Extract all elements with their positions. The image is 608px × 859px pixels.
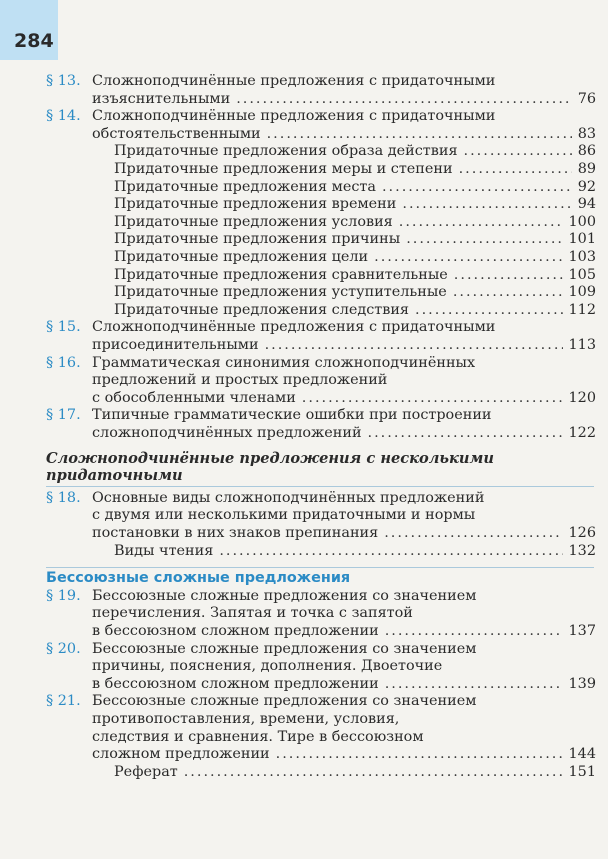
entry-title: Реферат: [114, 763, 178, 780]
section-heading: придаточными: [46, 467, 183, 485]
section-number: § 16.: [46, 354, 81, 371]
entry-title-line: следствия и сравнения. Тире в бессоюзном: [92, 728, 424, 745]
entry-title: постановки в них знаков препинания: [92, 525, 379, 541]
entry-title-line: Сложноподчинённые предложения с придаточными: [92, 108, 496, 125]
leader-dots: [184, 763, 563, 781]
leader-dots: [464, 142, 572, 160]
entry-title-line: Бессоюзные сложные предложения со значением: [92, 693, 477, 710]
section-number: § 14.: [46, 108, 81, 125]
leader-dots: [265, 336, 563, 354]
toc-subentry: [114, 195, 596, 213]
toc-entry-last-line: [92, 675, 596, 693]
toc-entry-last-line: [92, 90, 596, 108]
entry-title: Придаточные предложения уступительные: [114, 284, 447, 301]
toc-entry-last-line: [92, 524, 596, 542]
toc-subentry: [114, 160, 596, 178]
page-ref: 109: [568, 284, 596, 301]
section-number: § 15.: [46, 319, 81, 336]
leader-dots: [302, 389, 563, 407]
section-number: § 13.: [46, 73, 81, 89]
divider: [46, 567, 594, 568]
section-heading: Бессоюзные сложные предложения: [46, 570, 351, 587]
page-ref: 89: [577, 161, 596, 177]
toc-entry-last-line: [92, 745, 596, 763]
toc-subentry: [114, 178, 596, 196]
leader-dots: [368, 424, 563, 442]
page-ref: 105: [568, 266, 596, 283]
entry-title: присоединительными: [92, 337, 259, 353]
entry-title-line: с двумя или несколькими придаточными и нормы: [92, 507, 476, 524]
entry-title-line: предложений и простых предложений: [92, 372, 388, 389]
page-ref: 137: [568, 623, 596, 639]
section-number: § 18.: [46, 489, 81, 506]
entry-title: Придаточные предложения сравнительные: [114, 266, 448, 283]
leader-dots: [267, 125, 572, 143]
page-ref: 132: [568, 542, 596, 559]
toc-entry-last-line: [92, 622, 596, 640]
leader-dots: [236, 90, 571, 108]
entry-title-line: противопоставления, времени, условия,: [92, 711, 400, 727]
entry-title-line: перечисления. Запятая и точка с запятой: [92, 605, 413, 622]
page-ref: 100: [568, 213, 596, 230]
leader-dots: [415, 301, 563, 319]
page-ref: 122: [568, 425, 596, 441]
divider: [46, 486, 594, 487]
entry-title: сложноподчинённых предложений: [92, 425, 362, 441]
toc-subentry: [114, 542, 596, 560]
toc-subentry: [114, 266, 596, 284]
entry-title: Придаточные предложения цели: [114, 249, 369, 265]
page-ref: 76: [577, 90, 596, 107]
section-number: § 19.: [46, 587, 81, 604]
entry-title: сложном предложении: [92, 746, 270, 763]
leader-dots: [459, 160, 572, 178]
entry-title: Виды чтения: [114, 542, 214, 559]
leader-dots: [384, 524, 562, 542]
entry-title: Придаточные предложения места: [114, 178, 376, 195]
entry-title: Придаточные предложения меры и степени: [114, 161, 453, 177]
leader-dots: [385, 675, 563, 693]
leader-dots: [406, 230, 562, 248]
page-ref: 101: [568, 231, 596, 248]
leader-dots: [219, 542, 562, 560]
entry-title: Придаточные предложения следствия: [114, 301, 410, 318]
section-heading: Сложноподчинённые предложения с несколькими: [46, 449, 495, 467]
page-ref: 144: [568, 746, 596, 763]
page-ref: 113: [568, 337, 596, 353]
entry-title: в бессоюзном сложном предложении: [92, 623, 379, 639]
leader-dots: [399, 213, 563, 231]
entry-title: в бессоюзном сложном предложении: [92, 675, 379, 692]
toc-subentry: [114, 142, 596, 160]
entry-title: обстоятельственными: [92, 125, 261, 142]
page-ref: 112: [568, 301, 596, 318]
toc-entry-last-line: [92, 424, 596, 442]
entry-title-line: Сложноподчинённые предложения с придаточными: [92, 73, 496, 89]
leader-dots: [402, 195, 571, 213]
page-ref: 151: [568, 763, 596, 780]
toc-entry-last-line: [92, 336, 596, 354]
page-ref: 120: [568, 389, 596, 406]
entry-title-line: причины, пояснения, дополнения. Двоеточие: [92, 658, 443, 675]
leader-dots: [454, 266, 563, 284]
entry-title-line: Типичные грамматические ошибки при построении: [92, 407, 492, 424]
entry-title: с обособленными членами: [92, 389, 296, 406]
toc-subentry: [114, 248, 596, 266]
page-ref: 92: [577, 178, 596, 195]
leader-dots: [374, 248, 562, 266]
page-ref: 83: [577, 125, 596, 142]
section-number: § 21.: [46, 693, 81, 710]
section-number: § 20.: [46, 640, 81, 657]
entry-title-line: Бессоюзные сложные предложения со значением: [92, 587, 477, 604]
toc-subentry: [114, 763, 596, 781]
toc-subentry: [114, 230, 596, 248]
entry-title-line: Основные виды сложноподчинённых предложений: [92, 489, 485, 506]
page-ref: 94: [577, 196, 596, 213]
page-ref: 86: [577, 143, 596, 160]
page-ref: 103: [568, 249, 596, 265]
entry-title: Придаточные предложения условия: [114, 213, 393, 230]
page-ref: 139: [568, 675, 596, 692]
page-number: 284: [14, 30, 54, 52]
page-ref: 126: [568, 525, 596, 541]
leader-dots: [453, 283, 563, 301]
leader-dots: [382, 178, 572, 196]
entry-title: изъяснительными: [92, 90, 231, 107]
toc-subentry: [114, 301, 596, 319]
entry-title: Придаточные предложения образа действия: [114, 143, 458, 160]
entry-title-line: Грамматическая синонимия сложноподчинённых: [92, 354, 476, 371]
toc-subentry: [114, 283, 596, 301]
toc-entry-last-line: [92, 125, 596, 143]
toc-subentry: [114, 213, 596, 231]
entry-title-line: Бессоюзные сложные предложения со значением: [92, 640, 477, 657]
toc-entry-last-line: [92, 389, 596, 407]
entry-title-line: Сложноподчинённые предложения с придаточными: [92, 319, 496, 336]
leader-dots: [276, 745, 563, 763]
section-number: § 17.: [46, 407, 81, 424]
leader-dots: [385, 622, 563, 640]
entry-title: Придаточные предложения причины: [114, 231, 401, 248]
entry-title: Придаточные предложения времени: [114, 196, 397, 213]
